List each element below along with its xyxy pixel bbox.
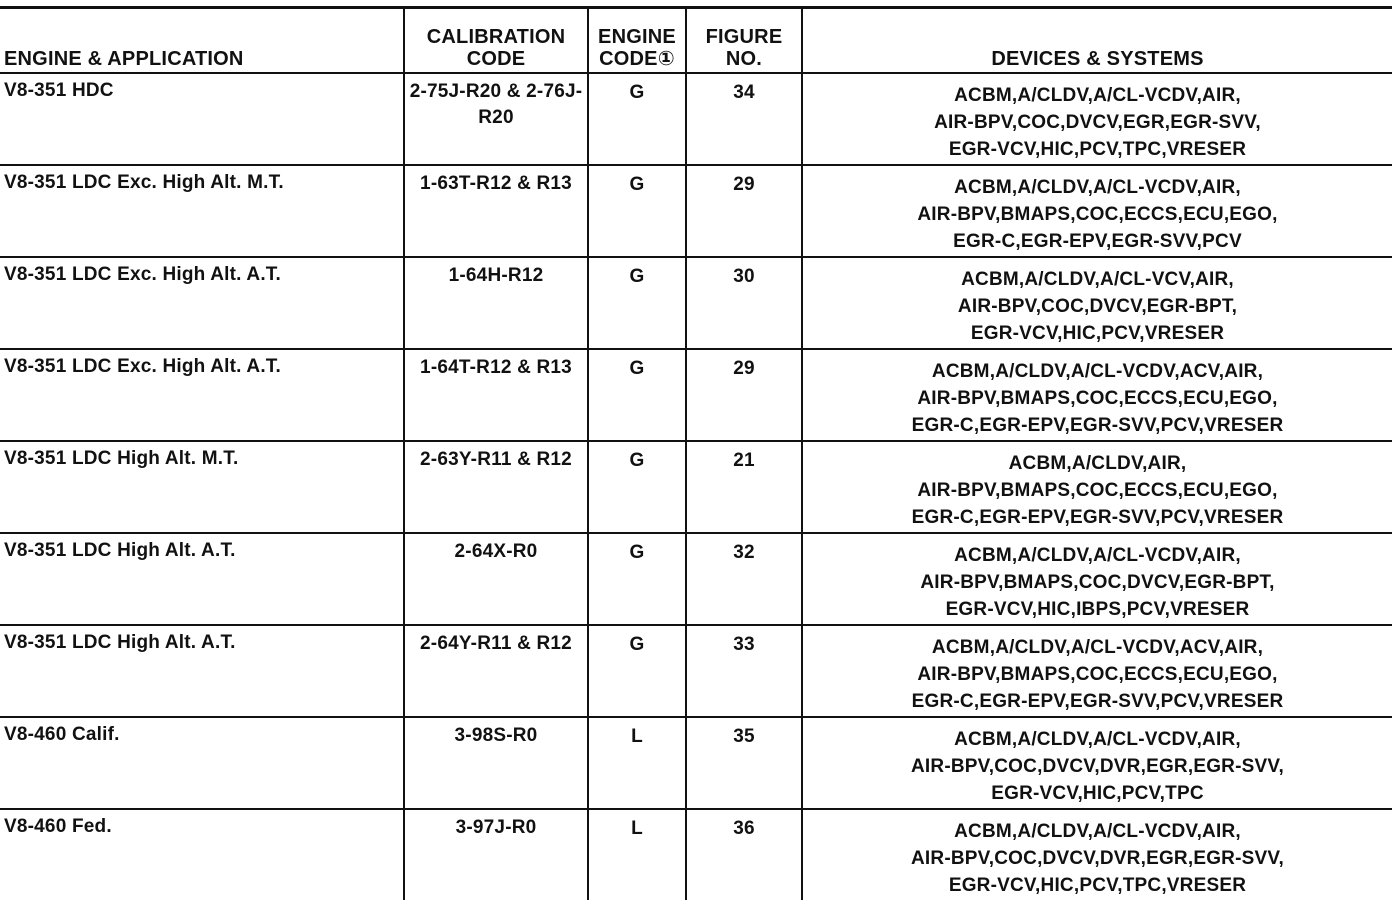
devices-line: EGR-C,EGR-EPV,EGR-SVV,PCV,VRESER <box>911 507 1284 528</box>
table-row <box>0 165 1392 257</box>
devices-line: EGR-C,EGR-EPV,EGR-SVV,PCV,VRESER <box>911 691 1284 712</box>
table-row <box>0 717 1392 809</box>
devices-line: ACBM,A/CLDV,A/CL-VCDV,AIR, <box>954 545 1241 566</box>
devices-line: AIR-BPV,BMAPS,COC,ECCS,ECU,EGO, <box>917 388 1278 409</box>
devices-line: AIR-BPV,BMAPS,COC,ECCS,ECU,EGO, <box>917 480 1278 501</box>
devices-line: EGR-C,EGR-EPV,EGR-SVV,PCV,VRESER <box>911 415 1284 436</box>
table-row <box>0 257 1392 349</box>
devices-line: AIR-BPV,COC,DVCV,DVR,EGR,EGR-SVV, <box>911 848 1284 869</box>
figure-cell: 29 <box>686 165 802 257</box>
calibration-cell: 1-63T-R12 & R13 <box>404 165 588 257</box>
engine-code-cell: L <box>588 717 686 809</box>
devices-line: ACBM,A/CLDV,A/CL-VCDV,AIR, <box>954 85 1241 106</box>
header-calibration-line1: CALIBRATION <box>426 26 566 48</box>
figure-cell: 36 <box>686 809 802 900</box>
figure-cell: 34 <box>686 73 802 165</box>
devices-line: AIR-BPV,BMAPS,COC,DVCV,EGR-BPT, <box>920 572 1275 593</box>
devices-line: ACBM,A/CLDV,A/CL-VCDV,ACV,AIR, <box>931 361 1264 382</box>
engine-cell: V8-351 LDC Exc. High Alt. M.T. <box>0 165 404 257</box>
devices-cell <box>802 257 1392 349</box>
header-devices-systems <box>802 9 1392 73</box>
engine-code-cell: L <box>588 809 686 900</box>
engine-code-cell: G <box>588 165 686 257</box>
figure-cell: 35 <box>686 717 802 809</box>
devices-line: EGR-VCV,HIC,IBPS,PCV,VRESER <box>945 599 1250 620</box>
figure-cell: 29 <box>686 349 802 441</box>
calibration-cell: 2-64Y-R11 & R12 <box>404 625 588 717</box>
calibration-cell: 1-64T-R12 & R13 <box>404 349 588 441</box>
engine-cell: V8-351 LDC High Alt. A.T. <box>0 533 404 625</box>
header-figure-no <box>686 9 802 73</box>
devices-line: AIR-BPV,COC,DVCV,EGR,EGR-SVV, <box>934 112 1261 133</box>
devices-cell <box>802 165 1392 257</box>
calibration-cell: 2-75J-R20 & 2-76J-R20 <box>404 73 588 165</box>
devices-line: EGR-VCV,HIC,PCV,TPC,VRESER <box>948 139 1247 160</box>
header-calibration-code <box>404 9 588 73</box>
devices-line: AIR-BPV,BMAPS,COC,ECCS,ECU,EGO, <box>917 204 1278 225</box>
devices-cell <box>802 349 1392 441</box>
figure-cell: 33 <box>686 625 802 717</box>
engine-code-cell: G <box>588 257 686 349</box>
devices-cell <box>802 717 1392 809</box>
calibration-cell: 2-63Y-R11 & R12 <box>404 441 588 533</box>
emission-devices-table <box>0 9 1392 900</box>
table-row <box>0 809 1392 900</box>
devices-line: AIR-BPV,BMAPS,COC,ECCS,ECU,EGO, <box>917 664 1278 685</box>
devices-line: ACBM,A/CLDV,A/CL-VCDV,AIR, <box>954 729 1241 750</box>
header-devices-label: DEVICES & SYSTEMS <box>991 48 1204 70</box>
devices-line: AIR-BPV,COC,DVCV,DVR,EGR,EGR-SVV, <box>911 756 1284 777</box>
calibration-cell: 3-97J-R0 <box>404 809 588 900</box>
header-engine-code <box>588 9 686 73</box>
devices-line: ACBM,A/CLDV,A/CL-VCDV,AIR, <box>954 177 1241 198</box>
header-figure-line2: NO. <box>725 48 763 70</box>
engine-cell: V8-460 Fed. <box>0 809 404 900</box>
table-body <box>0 73 1392 900</box>
devices-line: ACBM,A/CLDV,AIR, <box>1008 453 1187 474</box>
table-row <box>0 73 1392 165</box>
engine-code-cell: G <box>588 73 686 165</box>
table-row <box>0 441 1392 533</box>
engine-code-cell: G <box>588 441 686 533</box>
devices-line: EGR-VCV,HIC,PCV,TPC,VRESER <box>948 875 1247 896</box>
header-engine-code-line1: ENGINE <box>598 26 676 48</box>
engine-code-cell: G <box>588 533 686 625</box>
devices-cell <box>802 73 1392 165</box>
devices-line: EGR-VCV,HIC,PCV,VRESER <box>970 323 1225 344</box>
devices-cell <box>802 441 1392 533</box>
header-engine-application <box>0 9 404 73</box>
devices-line: ACBM,A/CLDV,A/CL-VCV,AIR, <box>961 269 1234 290</box>
figure-cell: 21 <box>686 441 802 533</box>
devices-line: AIR-BPV,COC,DVCV,EGR-BPT, <box>957 296 1238 317</box>
devices-line: EGR-VCV,HIC,PCV,TPC <box>991 783 1204 804</box>
table-row <box>0 533 1392 625</box>
header-engine-application-label: ENGINE & APPLICATION <box>4 48 244 70</box>
devices-cell <box>802 625 1392 717</box>
figure-cell: 30 <box>686 257 802 349</box>
engine-cell: V8-351 LDC Exc. High Alt. A.T. <box>0 349 404 441</box>
engine-code-cell: G <box>588 349 686 441</box>
header-engine-code-line2: CODE① <box>599 48 675 70</box>
devices-line: EGR-C,EGR-EPV,EGR-SVV,PCV <box>953 231 1242 252</box>
header-row <box>0 9 1392 73</box>
engine-code-cell: G <box>588 625 686 717</box>
engine-cell: V8-351 LDC High Alt. M.T. <box>0 441 404 533</box>
calibration-cell: 1-64H-R12 <box>404 257 588 349</box>
table-row <box>0 625 1392 717</box>
header-calibration-line2: CODE <box>466 48 526 70</box>
calibration-cell: 3-98S-R0 <box>404 717 588 809</box>
engine-cell: V8-351 LDC High Alt. A.T. <box>0 625 404 717</box>
engine-cell: V8-460 Calif. <box>0 717 404 809</box>
engine-cell: V8-351 LDC Exc. High Alt. A.T. <box>0 257 404 349</box>
header-figure-line1: FIGURE <box>705 26 783 48</box>
devices-cell <box>802 533 1392 625</box>
devices-cell <box>802 809 1392 900</box>
devices-line: ACBM,A/CLDV,A/CL-VCDV,ACV,AIR, <box>931 637 1264 658</box>
table-row <box>0 349 1392 441</box>
calibration-cell: 2-64X-R0 <box>404 533 588 625</box>
devices-line: ACBM,A/CLDV,A/CL-VCDV,AIR, <box>954 821 1241 842</box>
figure-cell: 32 <box>686 533 802 625</box>
engine-cell: V8-351 HDC <box>0 73 404 165</box>
